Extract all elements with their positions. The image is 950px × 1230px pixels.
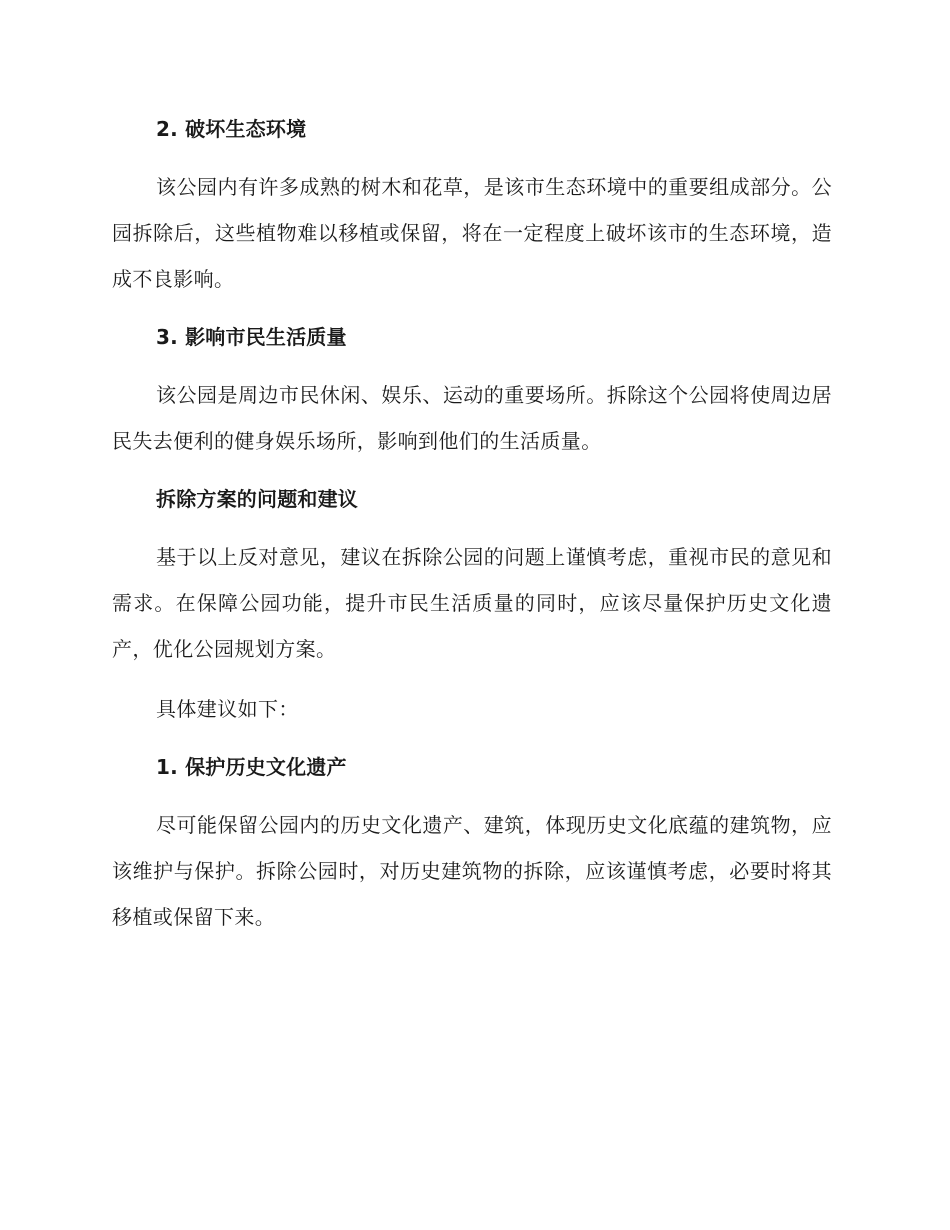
section-heading-heritage: 1. 保护历史文化遗产: [156, 755, 347, 779]
section-heading-problems-suggestions: 拆除方案的问题和建议: [156, 487, 358, 511]
section-heading-quality-of-life: 3. 影响市民生活质量: [156, 325, 347, 349]
section-heading-ecology: 2. 破坏生态环境: [156, 117, 307, 141]
section-paragraph-heritage: 尽可能保留公园内的历史文化遗产、建筑，体现历史文化底蕴的建筑物，应该维护与保护。拆除公园时，对历史建筑物的拆除，应该谨慎考虑，必要时将其移植或保留下来。: [112, 813, 832, 929]
section-paragraph-quality-of-life: 该公园是周边市民休闲、娱乐、运动的重要场所。拆除这个公园将使周边居民失去便利的健身娱乐场所，影响到他们的生活质量。: [112, 383, 832, 453]
suggestions-intro: 具体建议如下：: [156, 697, 299, 721]
document-body: [112, 108, 832, 940]
section-paragraph-ecology: 该公园内有许多成熟的树木和花草，是该市生态环境中的重要组成部分。公园拆除后，这些植物难以移植或保留，将在一定程度上破坏该市的生态环境，造成不良影响。: [112, 175, 832, 291]
section-paragraph-problems-suggestions: 基于以上反对意见，建议在拆除公园的问题上谨慎考虑，重视市民的意见和需求。在保障公园功能，提升市民生活质量的同时，应该尽量保护历史文化遗产，优化公园规划方案。: [112, 545, 832, 661]
